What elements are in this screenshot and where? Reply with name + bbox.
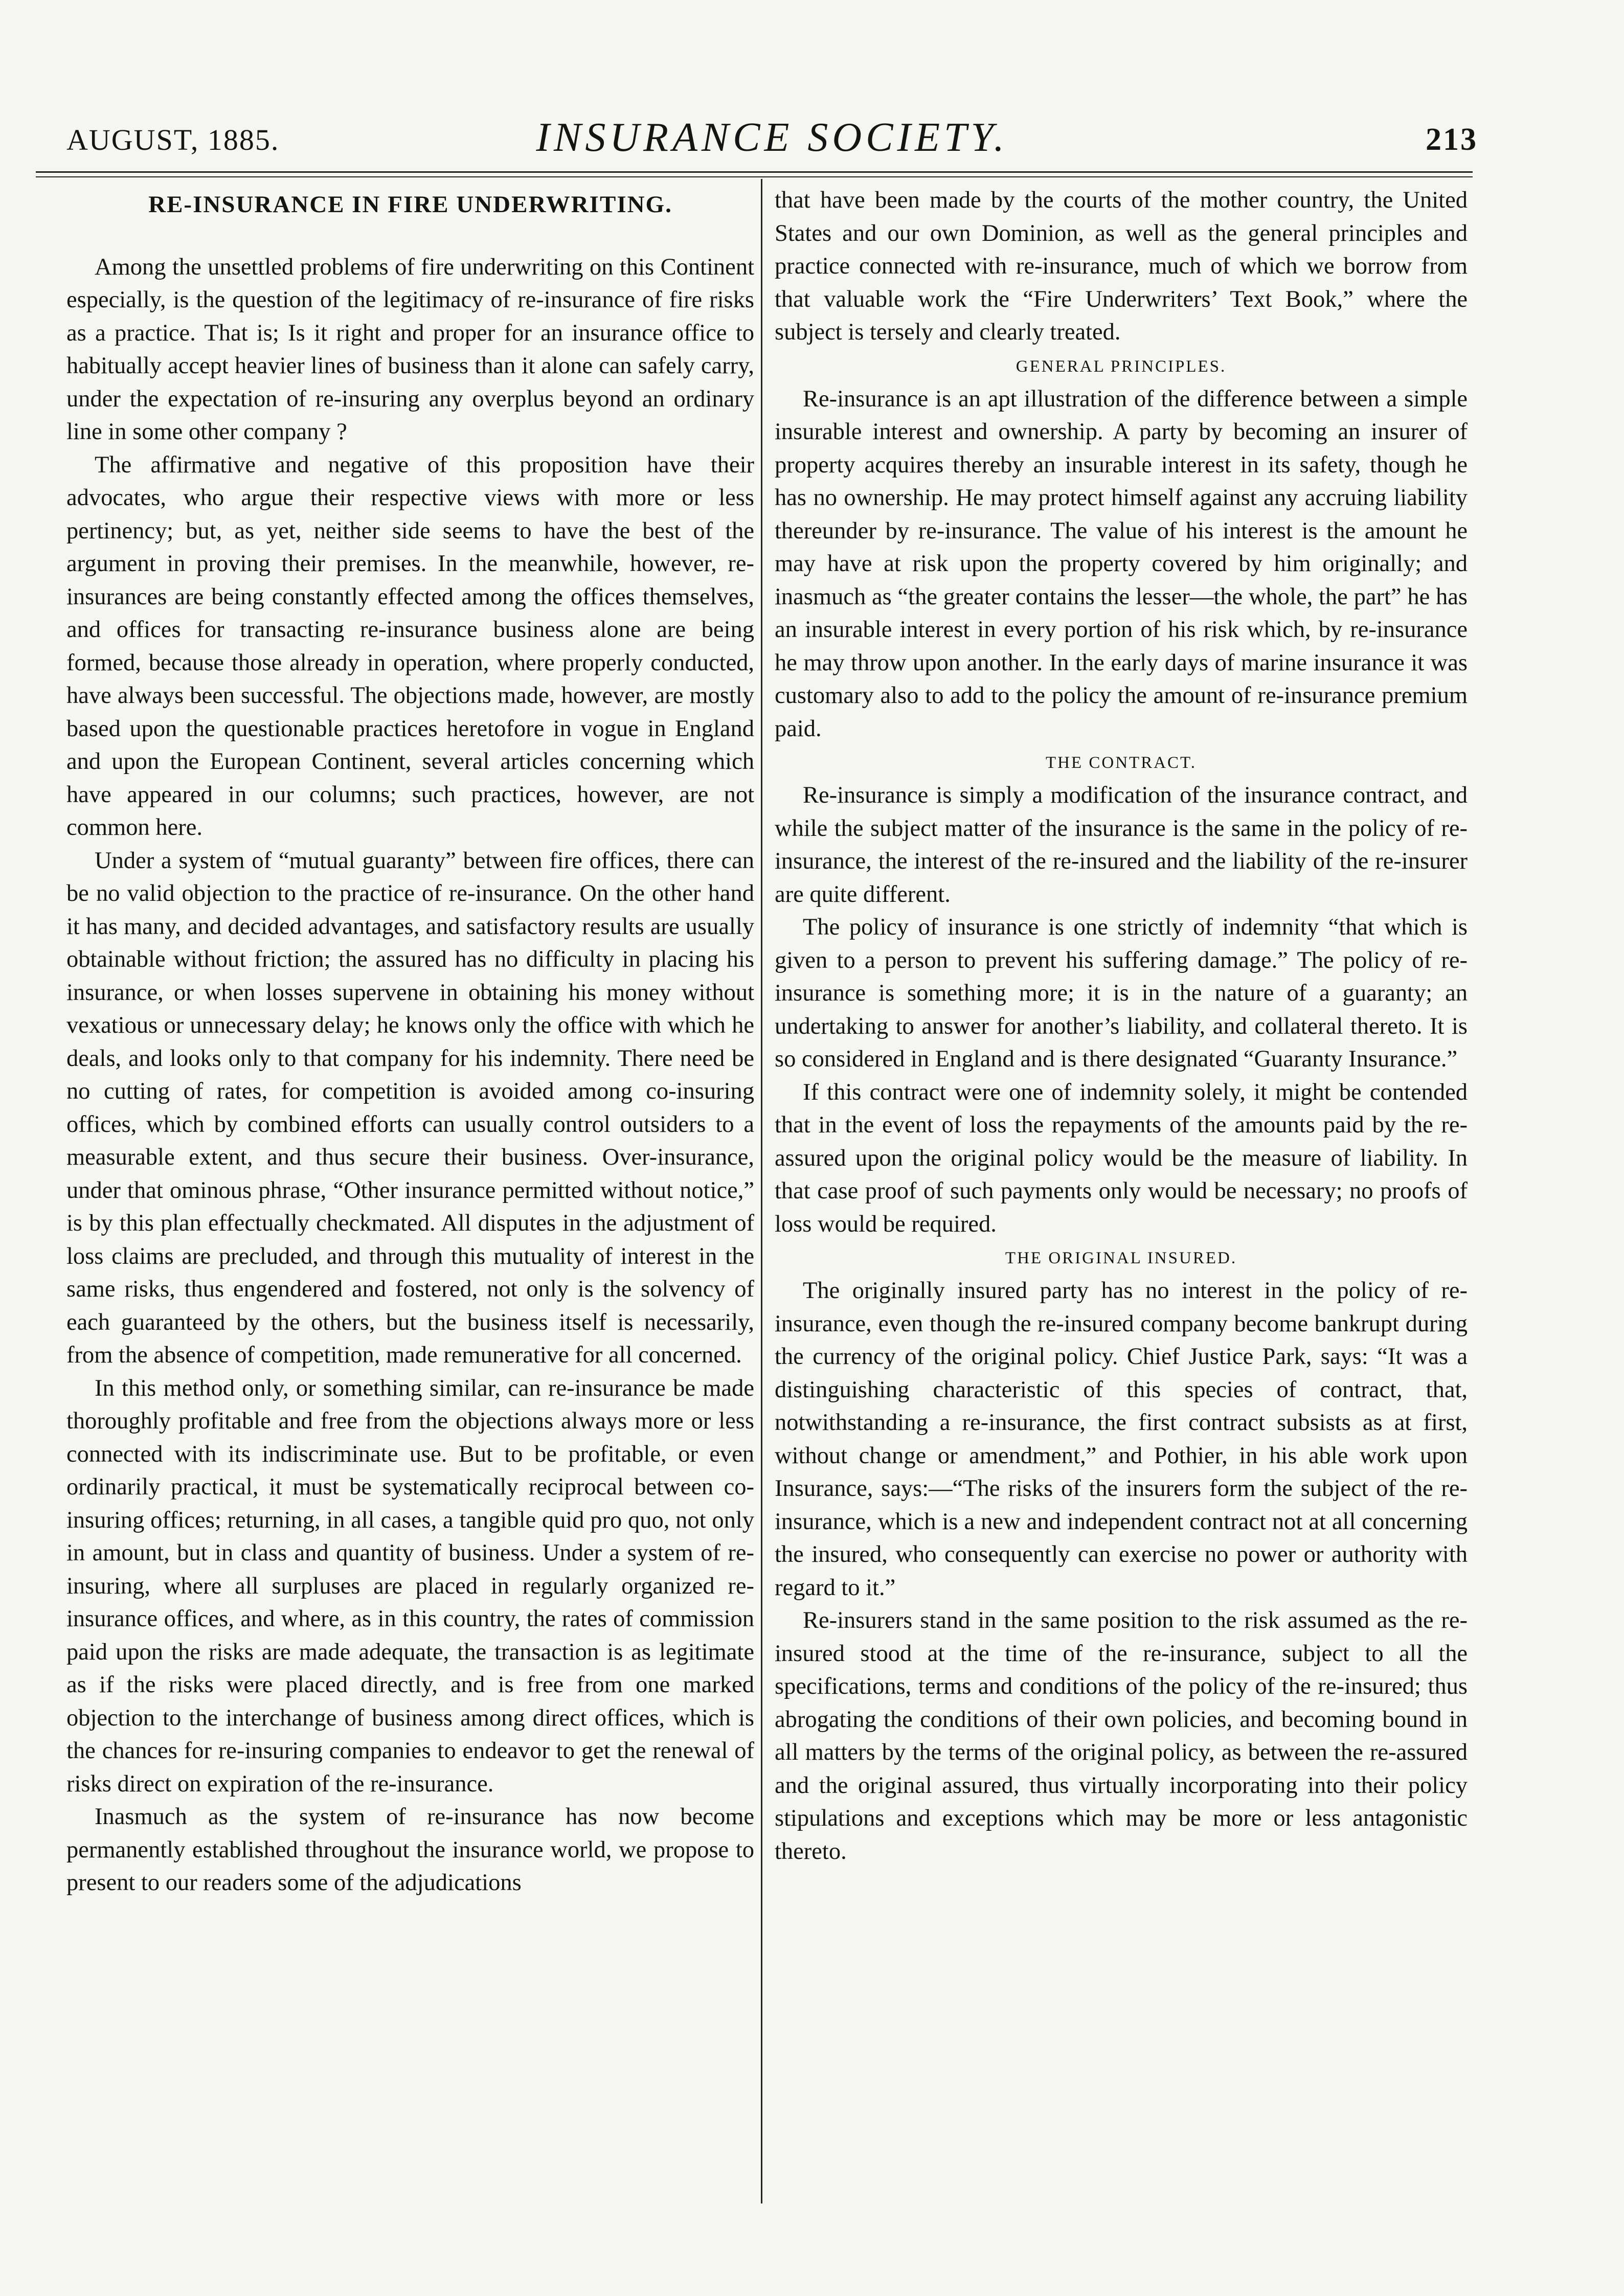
paragraph: The originally insured party has no interest in the policy of re-insurance, even though the re-insured company become bankrupt during the currency of the original policy. Chief Justice Park, says: “It was a distinguishing characteristic of this species of contract, that, notwithstanding a re-insurance, the first contract subsists as at first, without change or amendment,” and Pothier, in his able work upon Insurance, says:—“The risks of the insurers form the subject of the re-insurance, which is a new and independent contract not at all concerning the insured, who consequently can exercise no power or authority with regard to it.” <box>775 1278 1468 1601</box>
paragraph: If this contract were one of indemnity solely, it might be contended that in the event of loss the repayments of the amounts paid by the re-assured upon the original policy would be the measure of liability. In that case proof of such payments only would be necessary; no proofs of loss would be required. <box>775 1079 1468 1237</box>
paragraph: Under a system of “mutual guaranty” between fire offices, there can be no valid objection to the practice of re-insurance. On the other hand it has many, and decided advantages, and satisfactory results are usually obtainable without friction; the assured has no difficulty in placing his insurance, or when losses supervene in obtaining his money without vexatious or unnecessary delay; he knows only the office with which he deals, and looks only to that company for his indemnity. There need be no cutting of rates, for competition is avoided among co-insuring offices, which by combined efforts can usually control outsiders to a measurable extent, and thus secure their business. Over-insurance, under that ominous phrase, “Other insurance permitted without notice,” is by this plan effectually checkmated. All disputes in the adjustment of loss claims are precluded, and through this mutuality of interest in the same risks, thus engendered and fostered, not only is the solvency of each guaranteed by the others, but the business itself is necessarily, from the absence of competition, made remunerative for all concerned. <box>66 847 754 1368</box>
article-title: RE-INSURANCE IN FIRE UNDERWRITING. <box>148 191 672 218</box>
paragraph: Inasmuch as the system of re-insurance has now become permanently established throughout the insurance world, we propose to present to our readers some of the adjudications <box>66 1804 754 1896</box>
header-rule-top <box>36 171 1473 173</box>
publication-title: INSURANCE SOCIETY. <box>536 115 1008 160</box>
paragraph: The policy of insurance is one strictly of indemnity “that which is given to a person to prevent his suffering damage.” The policy of re-insurance is something more; it is in the nature of a guaranty; an undertaking to answer for another’s liability, and collateral thereto. It is so considered in England and is there designated “Guaranty Insurance.” <box>775 914 1468 1072</box>
header-rule-bottom <box>36 176 1473 177</box>
paragraph: The affirmative and negative of this proposition have their advocates, who argue their respective views with more or less pertinency; but, as yet, neither side seems to have the best of the argument in proving their premises. In the meanwhile, however, re-insurances are being constantly effected among the offices themselves, and offices for transacting re-insurance business alone are being formed, because those already in operation, where properly conducted, have always been successful. The objections made, however, are mostly based upon the questionable practices heretofore in vogue in England and upon the European Continent, several articles concerning which have appeared in our columns; such practices, however, are not common here. <box>66 451 754 840</box>
paragraph: In this method only, or something similar, can re-insurance be made thoroughly profitable and free from the objections always more or less connected with its indiscriminate use. But to be profitable, or even ordinarily practical, it must be systematically reciprocal between co-insuring offices; returning, in all cases, a tangible quid pro quo, not only in amount, but in class and quantity of business. Under a system of re-insuring, where all surpluses are placed in regularly organized re-insurance offices, and where, as in this country, the rates of commission paid upon the risks are made adequate, the transaction is as legitimate as if the risks were placed directly, and is free from one marked objection to the interchange of business among direct offices, which is the chances for re-insuring companies to endeavor to get the renewal of risks direct on expiration of the re-insurance. <box>66 1375 754 1797</box>
paragraph: Re-insurers stand in the same position to the risk assumed as the re-insured stood at the time of the re-insurance, subject to all the specifications, terms and conditions of the policy of the re-insured; thus abrogating the conditions of their own policies, and becoming bound in all matters by the terms of the original policy, as between the re-assured and the original assured, thus virtually incorporating into their policy stipulations and exceptions which may be more or less antagonistic thereto. <box>775 1607 1468 1865</box>
left-column <box>66 184 754 2198</box>
section-heading: THE ORIGINAL INSURED. <box>1005 1249 1237 1267</box>
page-header <box>66 112 1478 169</box>
column-divider <box>761 179 762 2203</box>
paragraph: Re-insurance is an apt illustration of the difference between a simple insurable interest and ownership. A party by becoming an insurer of property acquires thereby an insurable interest in its safety, though he has no ownership. He may protect himself against any accruing liability thereunder by re-insurance. The value of his interest is the amount he may have at risk upon the property covered by him originally; and inasmuch as “the greater contains the lesser—the whole, the part” he has an insurable interest in every portion of his risk which, by re-insurance he may throw upon another. In the early days of marine insurance it was customary also to add to the policy the amount of re-insurance premium paid. <box>775 385 1468 742</box>
right-column <box>775 184 1468 2203</box>
paragraph: Among the unsettled problems of fire underwriting on this Continent especially, is the question of the legitimacy of re-insurance of fire risks as a practice. That is; Is it right and proper for an insurance office to habitually accept heavier lines of business than it alone can safely carry, under the expectation of re-insuring any overplus beyond an ordinary line in some other company ? <box>66 254 754 445</box>
section-heading: THE CONTRACT. <box>1045 754 1197 772</box>
page-number: 213 <box>1426 122 1478 157</box>
paragraph-continued: that have been made by the courts of the mother country, the United States and our own Dominion, as well as the general principles and practice connected with re-insurance, much of which we borrow from that valuable work the “Fire Underwriters’ Text Book,” where the subject is tersely and clearly treated. <box>775 187 1468 345</box>
issue-date: AUGUST, 1885. <box>66 123 280 156</box>
section-heading: GENERAL PRINCIPLES. <box>1016 357 1227 376</box>
paragraph: Re-insurance is simply a modification of the insurance contract, and while the subject matter of the insurance is the same in the policy of re-insurance, the interest of the re-insured and the liability of the re-insurer are quite different. <box>775 782 1468 907</box>
